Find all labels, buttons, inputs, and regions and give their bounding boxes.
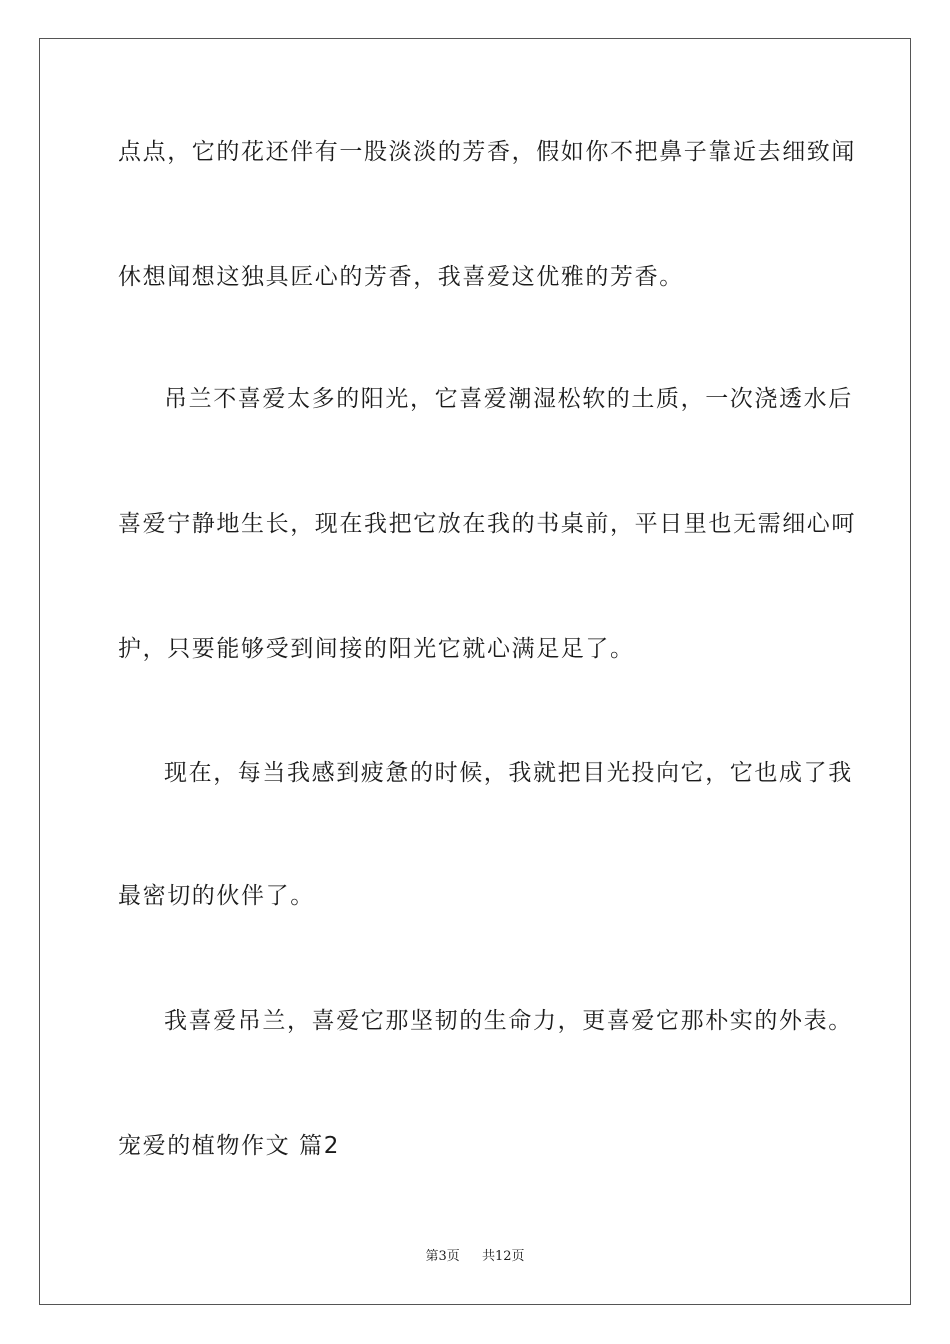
page-frame xyxy=(39,38,911,1305)
text-line-8: 我喜爱吊兰，喜爱它那坚韧的生命力，更喜爱它那朴实的外表。 xyxy=(164,1008,853,1034)
text-line-7: 最密切的伙伴了。 xyxy=(118,883,315,909)
text-line-6: 现在，每当我感到疲惫的时候，我就把目光投向它，它也成了我 xyxy=(164,760,853,786)
page-number: 第3页 xyxy=(425,1249,460,1264)
text-line-1: 点点，它的花还伴有一股淡淡的芳香，假如你不把鼻子靠近去细致闻 xyxy=(118,139,856,165)
text-line-4: 喜爱宁静地生长，现在我把它放在我的书桌前，平日里也无需细心呵 xyxy=(118,511,856,537)
text-line-3: 吊兰不喜爱太多的阳光，它喜爱潮湿松软的土质，一次浇透水后 xyxy=(164,386,853,412)
text-line-5: 护，只要能够受到间接的阳光它就心满足足了。 xyxy=(118,636,635,662)
section-heading: 宠爱的植物作文 篇2 xyxy=(118,1133,340,1159)
text-line-2: 休想闻想这独具匠心的芳香，我喜爱这优雅的芳香。 xyxy=(118,264,684,290)
page-total: 共12页 xyxy=(482,1249,525,1264)
page-footer xyxy=(0,1248,950,1266)
